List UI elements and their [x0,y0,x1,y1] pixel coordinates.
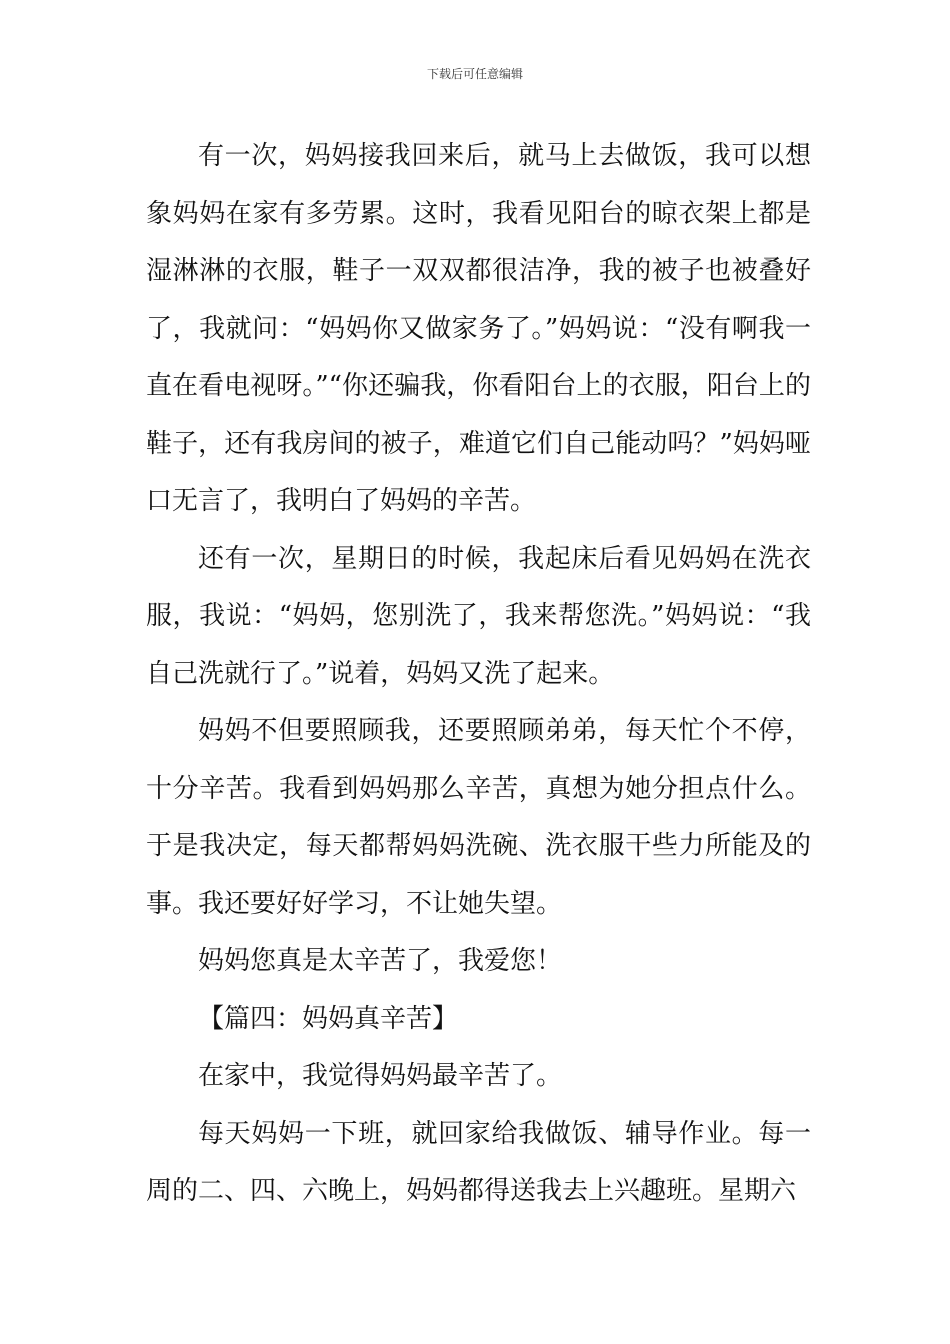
paragraph-2: 还有一次，星期日的时候，我起床后看见妈妈在洗衣服，我说：“妈妈，您别洗了，我来帮您洗。”妈妈说：“我自己洗就行了。”说着，妈妈又洗了起来。 [146,543,811,689]
paragraph-4: 妈妈您真是太辛苦了，我爱您！ [198,946,563,976]
paragraph-1: 有一次，妈妈接我回来后，就马上去做饭，我可以想象妈妈在家有多劳累。这时，我看见阳台的晾衣架上都是湿淋淋的衣服，鞋子一双双都很洁净，我的被子也被叠好了，我就问：“妈妈你又做家务了。”妈妈说：“没有啊我一直在看电视呀。”“你还骗我，你看阳台上的衣服，阳台上的鞋子，还有我房间的被子，难道它们自己能动吗？”妈妈哑口无言了，我明白了妈妈的辛苦。 [146,141,811,516]
document-body [146,128,811,1221]
page-header: 下载后可任意编辑 [426,67,523,81]
paragraph-3: 妈妈不但要照顾我，还要照顾弟弟，每天忙个不停，十分辛苦。我看到妈妈那么辛苦，真想为她分担点什么。于是我决定，每天都帮妈妈洗碗、洗衣服干些力所能及的事。我还要好好学习，不让她失望。 [146,716,811,919]
paragraph-5: 在家中，我觉得妈妈最辛苦了。 [198,1061,563,1091]
section-heading: 【篇四：妈妈真辛苦】 [198,1003,459,1034]
paragraph-6: 每天妈妈一下班，就回家给我做饭、辅导作业。每一周的二、四、六晚上，妈妈都得送我去上兴趣班。星期六 [146,1118,811,1206]
